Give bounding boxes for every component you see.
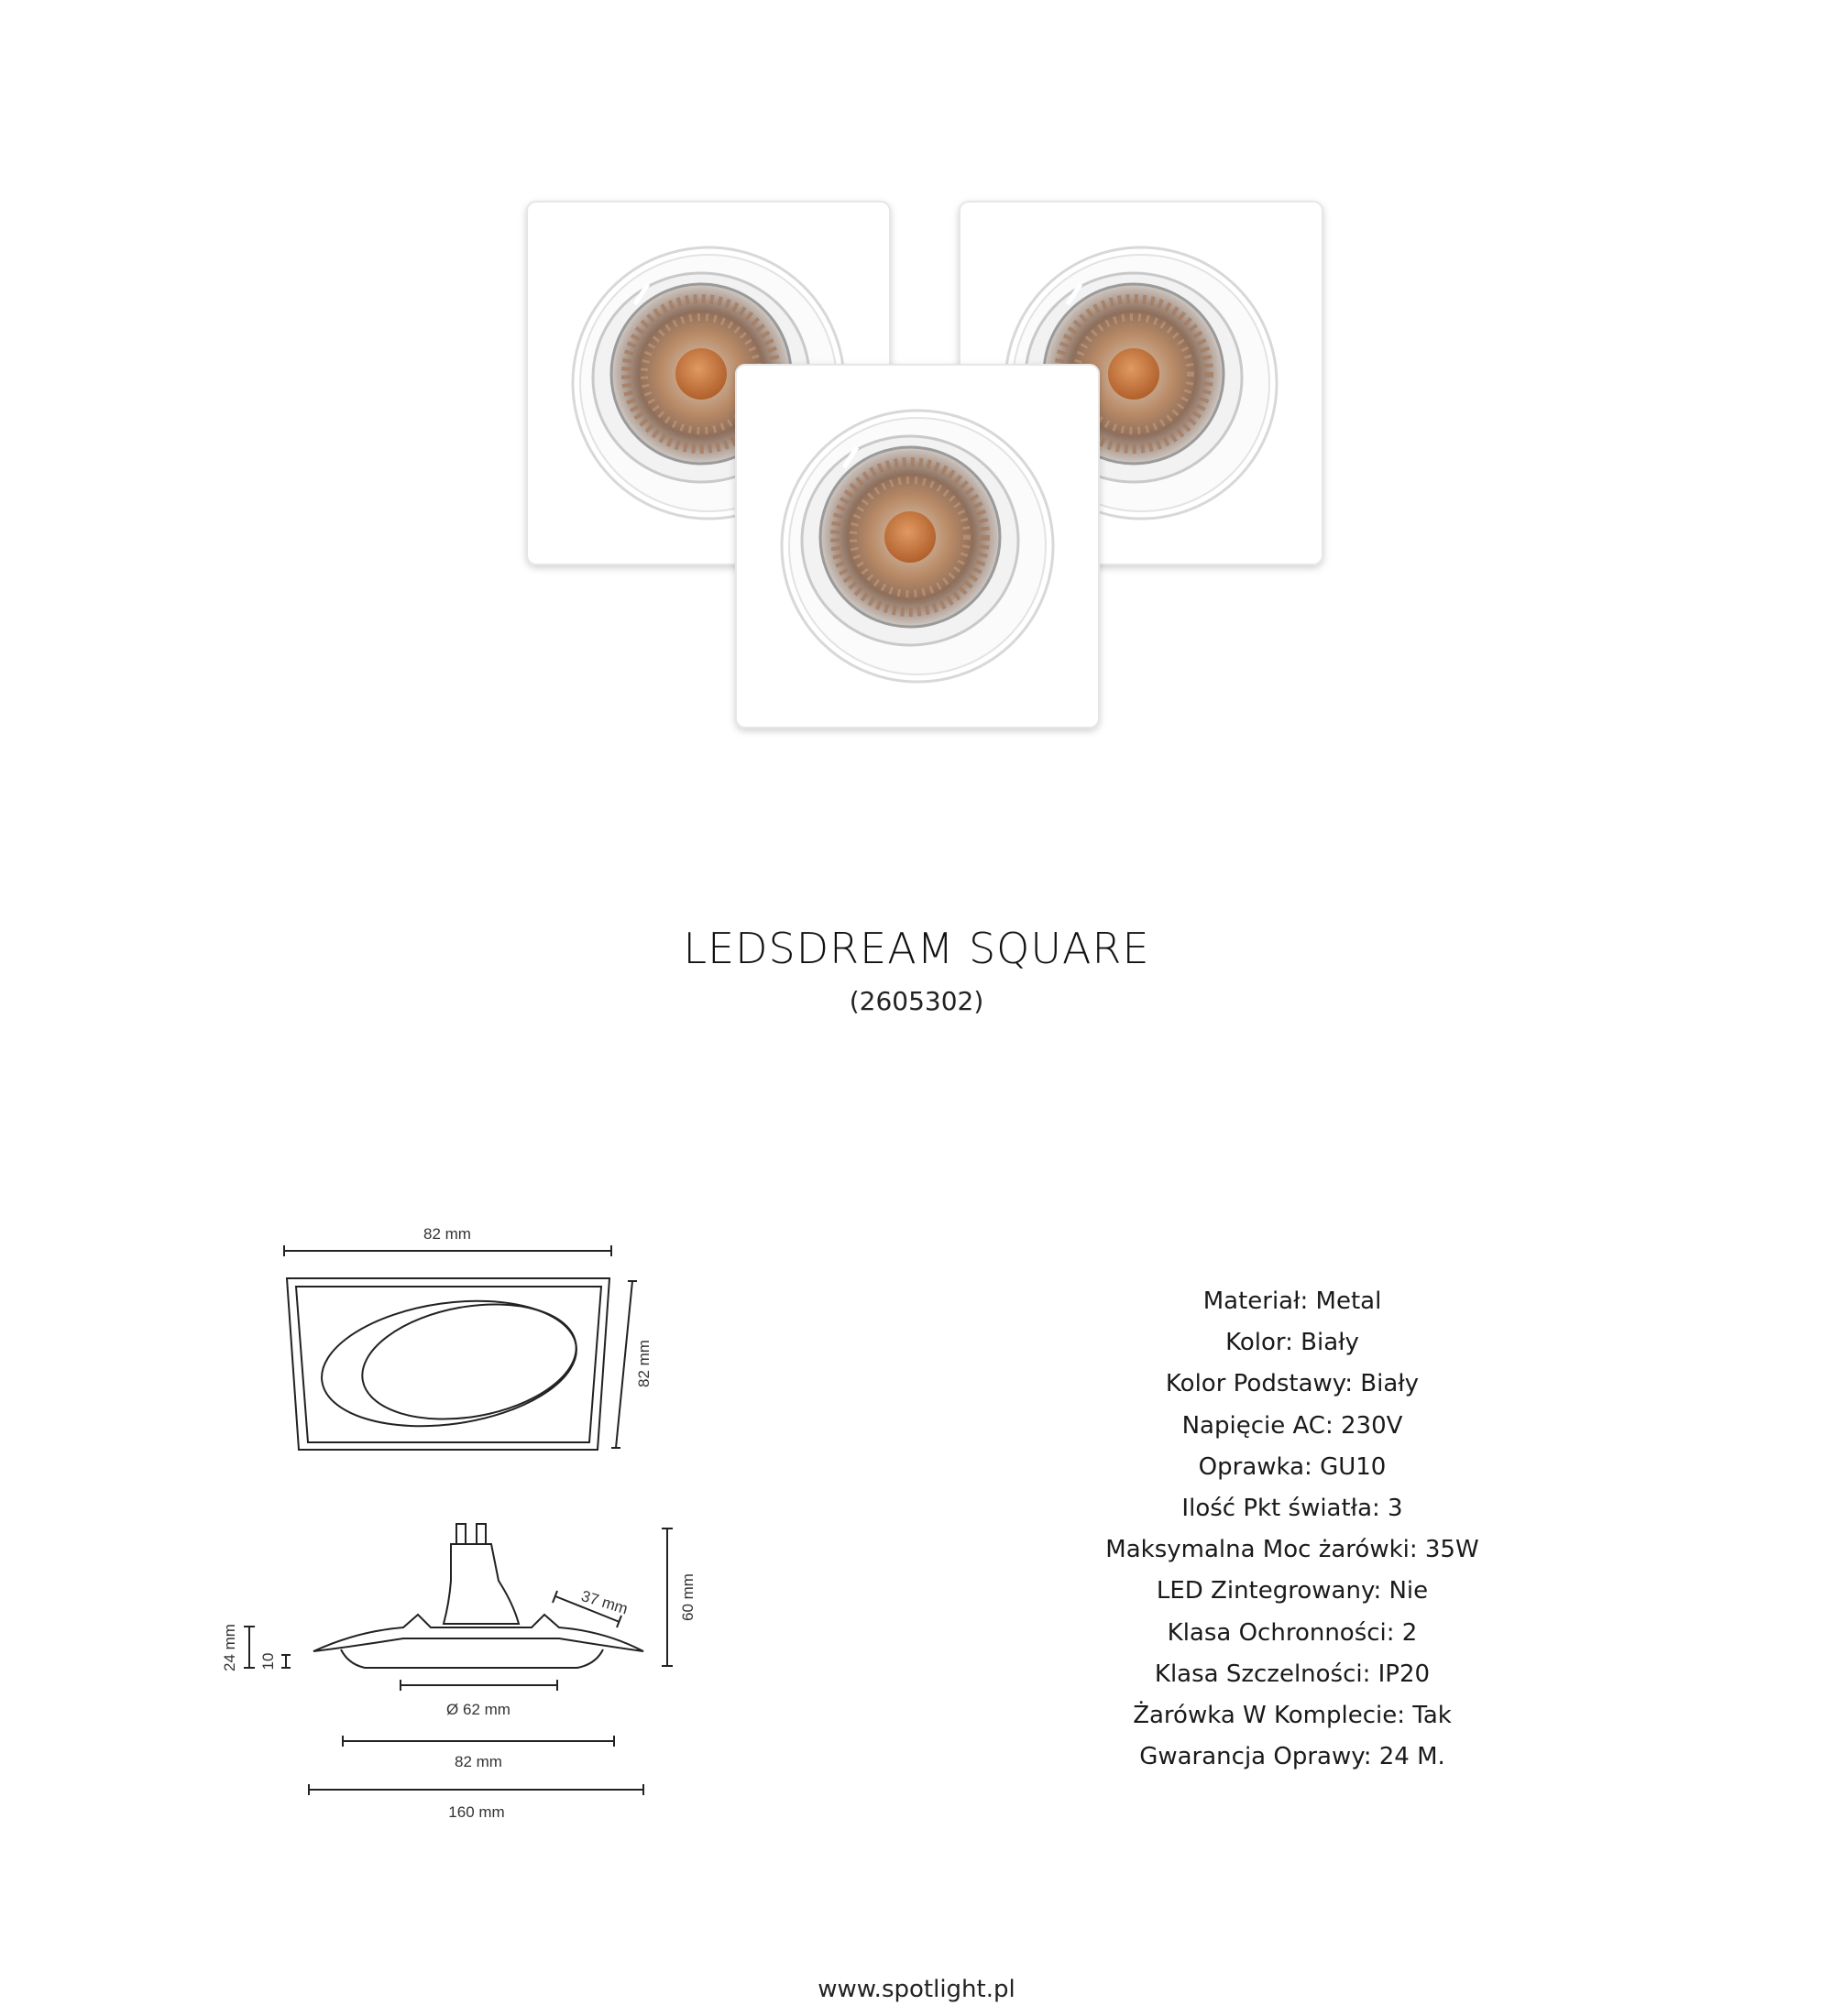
spec-voltage: Napięcie AC: 230V (1181, 1411, 1403, 1440)
footer-website-link[interactable]: www.spotlight.pl (818, 1976, 1015, 2003)
dim-frame-width: 82 mm (455, 1753, 502, 1770)
spotlight-front (736, 365, 1099, 728)
spec-max-power: Maksymalna Moc żarówki: 35W (1105, 1536, 1479, 1564)
spec-color: Kolor: Biały (1225, 1329, 1359, 1357)
technical-drawing (211, 1200, 724, 1842)
dim-spring-length: 37 mm (578, 1587, 631, 1618)
spec-material: Materiał: Metal (1202, 1287, 1382, 1315)
product-code: (2605302) (849, 986, 984, 1016)
dim-side-height: 60 mm (679, 1573, 697, 1621)
spec-warranty: Gwarancja Oprawy: 24 M. (1139, 1743, 1445, 1771)
product-photo (513, 188, 1338, 738)
dim-cutout-diameter: Ø 62 mm (446, 1701, 510, 1718)
spec-protection-class: Klasa Ochronności: 2 (1167, 1618, 1418, 1647)
dim-total-width: 160 mm (448, 1803, 505, 1821)
spec-led-integrated: LED Zintegrowany: Nie (1156, 1577, 1429, 1605)
dim-depth-rim: 10 (259, 1652, 277, 1671)
product-title: LEDSDREAM SQUARE (683, 924, 1150, 973)
spec-base-color: Kolor Podstawy: Biały (1165, 1370, 1420, 1398)
spec-light-points: Ilość Pkt światła: 3 (1181, 1495, 1403, 1523)
dim-depth-total: 24 mm (221, 1624, 238, 1671)
spec-ip-rating: Klasa Szczelności: IP20 (1154, 1660, 1431, 1688)
dim-top-width: 82 mm (423, 1225, 471, 1243)
spec-bulb-included: Żarówka W Komplecie: Tak (1133, 1702, 1452, 1730)
dim-top-height: 82 mm (635, 1340, 653, 1387)
spec-socket: Oprawka: GU10 (1198, 1452, 1387, 1481)
spec-list (999, 1281, 1586, 1778)
